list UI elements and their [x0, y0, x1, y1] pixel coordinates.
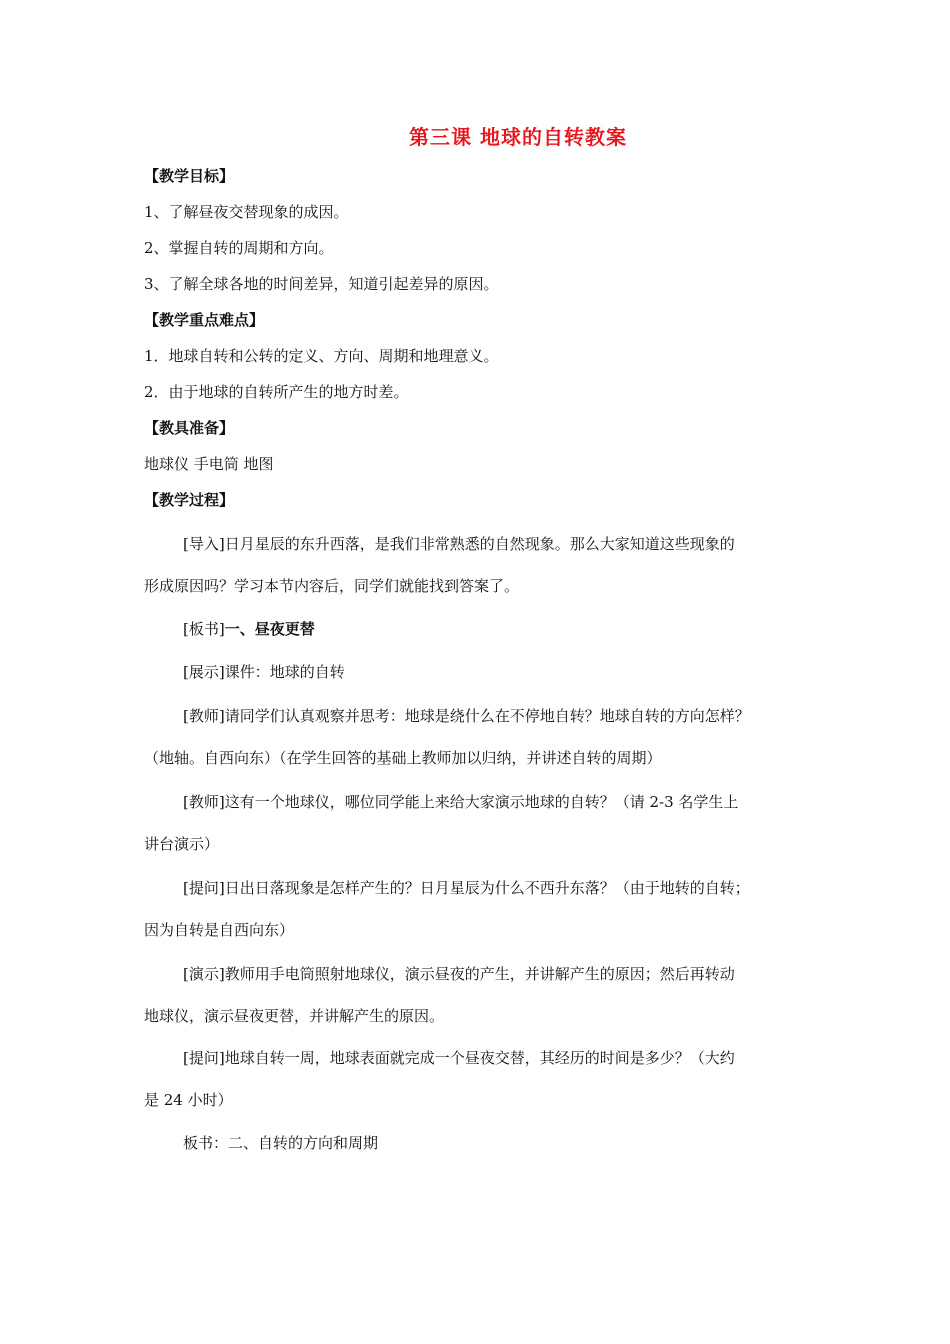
paragraph-question1-line1: [提问]日出日落现象是怎样产生的？日月星辰为什么不西升东落？（由于地转的自转；	[183, 879, 750, 897]
key-point-item: 1．地球自转和公转的定义、方向、周期和地理意义。	[144, 347, 499, 365]
paragraph-intro-line1: [导入]日月星辰的东升西落，是我们非常熟悉的自然现象。那么大家知道这些现象的	[183, 535, 735, 553]
paragraph-display: [展示]课件：地球的自转	[183, 663, 345, 681]
board-heading-2: 板书：二、自转的方向和周期	[183, 1134, 379, 1152]
paragraph-teacher2-line2: 讲台演示）	[144, 835, 220, 853]
paragraph-teacher2-line1: [教师]这有一个地球仪，哪位同学能上来给大家演示地球的自转？（请 2-3 名学生上	[183, 793, 739, 811]
board-heading-text: 一、昼夜更替	[224, 620, 315, 638]
goal-item: 3、了解全球各地的时间差异，知道引起差异的原因。	[144, 275, 499, 293]
paragraph-demo-line1: [演示]教师用手电筒照射地球仪，演示昼夜的产生，并讲解产生的原因；然后再转动	[183, 965, 735, 983]
tools-heading: 【教具准备】	[144, 419, 235, 437]
paragraph-question2-line2: 是 24 小时）	[144, 1091, 233, 1109]
key-points-heading: 【教学重点难点】	[144, 311, 265, 329]
goals-heading: 【教学目标】	[144, 167, 235, 185]
paragraph-question2-line1: [提问]地球自转一周，地球表面就完成一个昼夜交替，其经历的时间是多少？（大约	[183, 1049, 735, 1067]
board-prefix: [板书]	[183, 620, 225, 638]
paragraph-teacher1-line1: [教师]请同学们认真观察并思考：地球是绕什么在不停地自转？地球自转的方向怎样？	[183, 707, 750, 725]
goal-item: 1、了解昼夜交替现象的成因。	[144, 203, 349, 221]
paragraph-intro-line2: 形成原因吗？学习本节内容后，同学们就能找到答案了。	[144, 577, 520, 595]
paragraph-demo-line2: 地球仪，演示昼夜更替，并讲解产生的原因。	[144, 1007, 445, 1025]
board-heading-1	[183, 619, 315, 639]
tools-list: 地球仪 手电筒 地图	[144, 455, 274, 473]
process-heading: 【教学过程】	[144, 491, 235, 509]
document-title: 第三课 地球的自转教案	[409, 125, 627, 149]
paragraph-teacher1-line2: （地轴。自西向东）（在学生回答的基础上教师加以归纳，并讲述自转的周期）	[144, 749, 662, 767]
paragraph-question1-line2: 因为自转是自西向东）	[144, 921, 295, 939]
key-point-item: 2．由于地球的自转所产生的地方时差。	[144, 383, 409, 401]
goal-item: 2、掌握自转的周期和方向。	[144, 239, 334, 257]
